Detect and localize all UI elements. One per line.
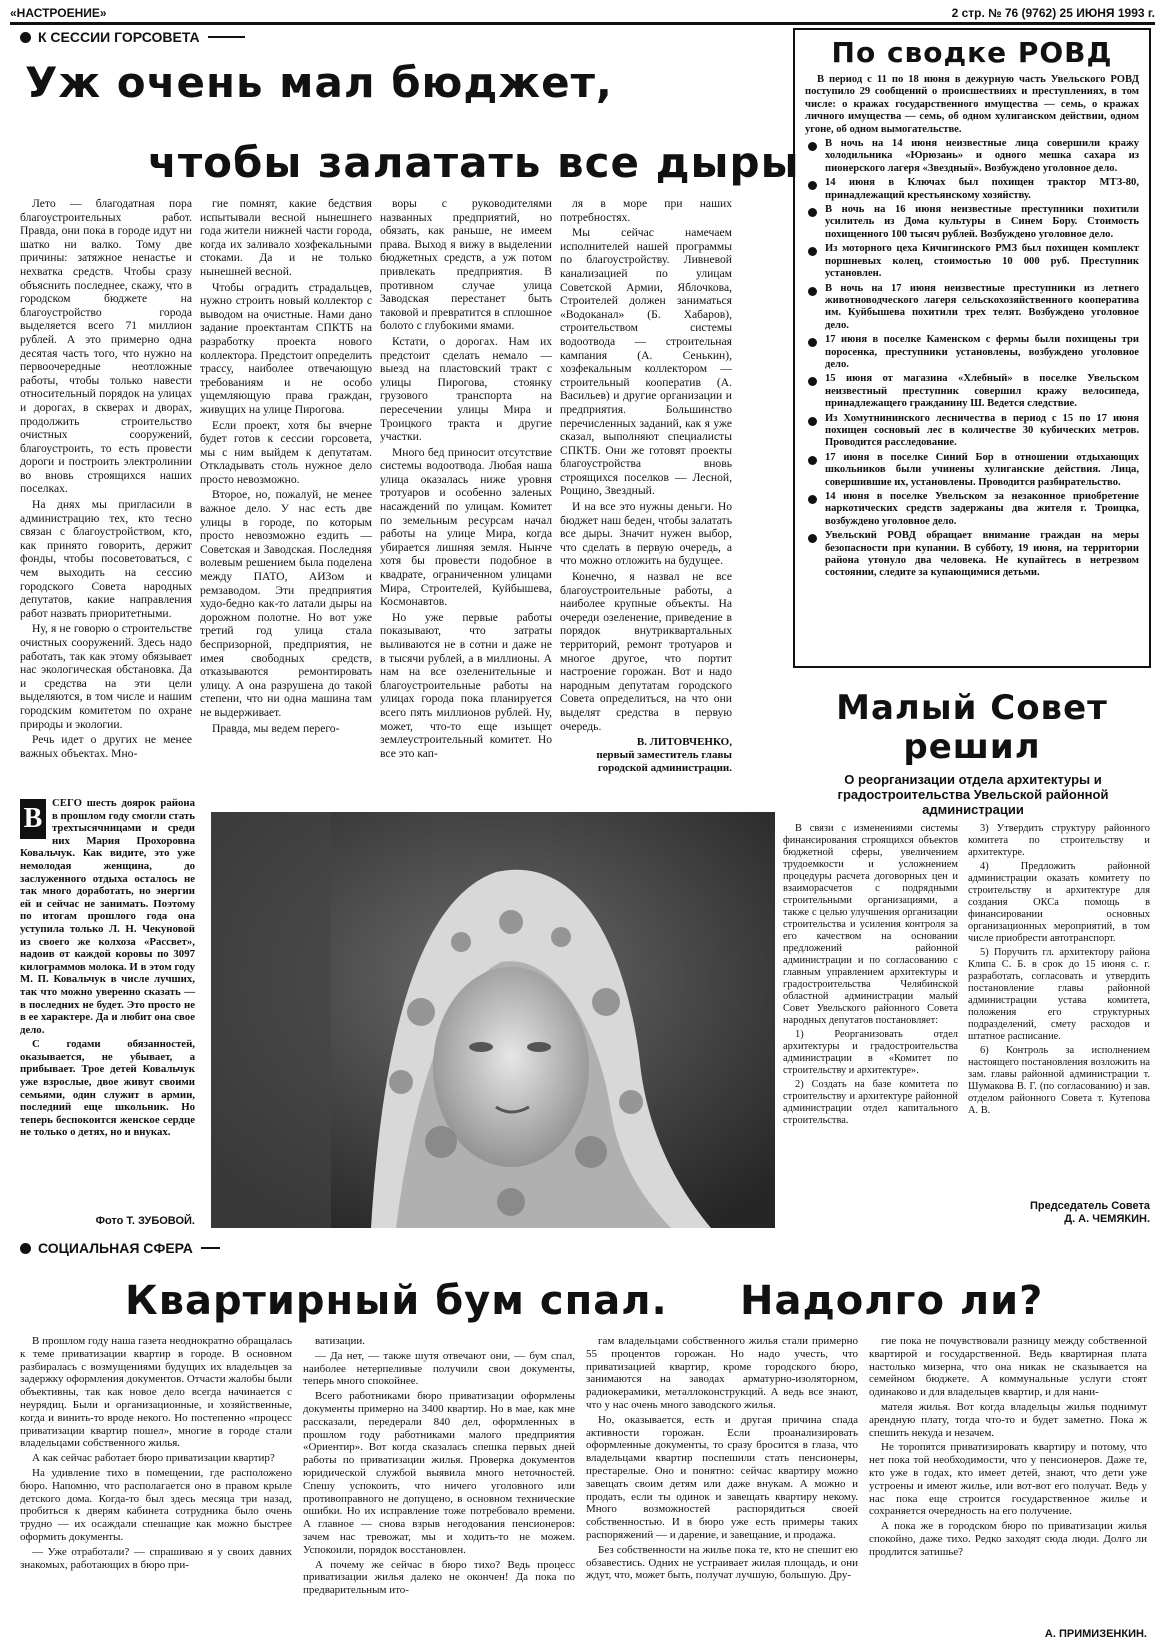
photo-story-text [20,797,195,1217]
council-subhead: О реорганизации отдела архитектуры и градостроительства Увельской районной администрации [837,772,1109,817]
article2-signature: А. ПРИМИЗЕНКИН. [1044,1628,1147,1640]
rovd-item: В ночь на 17 июня неизвестные преступники из летнего животноводческого лагеря сельскохозяйственного кооператива им. Куйбышева похитили трех телят. Возбуждено уголовное дело. [805,283,1139,333]
paragraph: И на все это нужны деньги. Но бюджет наш беден, чтобы залатать все дыры. Значит нужен выбор, что сделать в первую очередь, а что можно отложить на будущее. [560,500,732,568]
paragraph: Если проект, хотя бы вчерне будет готов к сессии горсовета, мы с ним выйдем к депутатам. Откладывать столь нужное дело просто невозможно. [200,418,372,486]
woman-in-headscarf-image [211,812,775,1228]
article2-col4 [869,1335,1147,1625]
paragraph: Не торопятся приватизировать квартиру и потому, что нет пока той необходимости, что у пенсионеров. Даже те, кто уже в годах, кто имеет детей, знают, что дети уже устроены и имеют жилье, или вот-вот его получат. Ведь у нас пока еще строится государственное жилье и сохраняется очередность на его получение. [869,1441,1147,1518]
bullet-icon [20,1243,31,1254]
paragraph: Мы сейчас намечаем исполнителей нашей программы по благоустройству. Ливневой канализацией по улицам Советской Армии, Яблочкова, Строителей должен заниматься «Водоканал» (Б. Хабаров), строительством системы водоотвода — строительная кампания (А. Сенькин), хозфекальным коллектором — строительный кооператив (А. Васильев) и другие организации и предприятия. Большинство перечисленных заданий, как я уже сказал, выполняют специалисты СПКТБ. Они же готовят проекты благоустройства вновь строящихся поселков — Лесной, Рощино, Звездный. [560,226,732,498]
rovd-box [793,28,1151,668]
rovd-item: Из Хомутнининского лесничества в период с 15 по 17 июня похищен сосновый лес в количестве 30 кубических метров. Проводится расследование. [805,413,1139,450]
article1-col4 [560,197,732,775]
newspaper-name: «НАСТРОЕНИЕ» [10,6,107,20]
council-signature [968,1200,1150,1226]
council-headline-line1: Малый Совет [836,688,1108,728]
paragraph: 3) Утвердить структуру районного комитета по строительству и архитектуре. [968,823,1150,858]
bullet-icon [20,32,31,43]
paragraph: Лето — благодатная пора благоустроительных работ. Правда, они пока в городе идут ни шатко ни валко. Тому две причины: затяжное ненастье и нехватка средств. Чтобы сразу объяснить последнее, скажу, что в городском бюджете на благоустройство города выделяется всего 71 миллион рублей. А это примерно одна десятая часть того, что нужно на первоочередные неотложные работы, чтобы только навести относительный порядок на улицах и дорогах, в скверах и дворах, продолжить строительство очистных сооружений, благоустроить, то есть провести дороги и построить электролинии во вновь строящихся наших поселках. [20,197,192,496]
article1-headline-line1: Уж очень мал бюджет, [25,58,613,107]
article2-headline-part1: Квартирный бум спал. [125,1278,668,1324]
article2-col3 [586,1335,858,1640]
rubric-session [20,29,245,45]
signer-title: Председатель Совета [1030,1200,1150,1212]
rovd-item: В ночь на 14 июня неизвестные лица совершили кражу холодильника «Юрюзань» и одного мешка сахара из пионерского лагеря «Звездный». Возбуждено уголовное дело. [805,138,1139,175]
paragraph: 2) Создать на базе комитета по строительству и архитектуре районной администрации отдел капитального строительства. [783,1079,958,1126]
rubric-rule [208,36,245,38]
paragraph: Второе, но, пожалуй, не менее важное дело. У нас есть две улицы в городе, по которым просто невозможно ездить — Советская и Заводская. Последняя волевым решением была поделена между ПАТО, АИЗом и ремзаводом. Эти предприятия худо-бедно как-то латали дыры на дорожном полотне. Но вот уже третий год улица стала беспризорной, предприятия, не имея свободных средств, отказываются ремонтировать улицу. А она разрушена до такой степени, что ни одна машина там не выдерживает. [200,488,372,719]
article1-col2 [200,197,372,742]
paragraph: А почему же сейчас в бюро тихо? Ведь процесс приватизации жилья далеко не окончен! Да пока по предварительным ито- [303,1558,575,1597]
paragraph: ля в море при наших потребностях. [560,197,732,224]
rovd-item: 14 июня в поселке Увельском за незаконное приобретение наркотических средств задержаны два жителя г. Троицка, возбуждено уголовное дело. [805,491,1139,528]
article2-headline-part2: Надолго ли? [740,1278,1044,1324]
rovd-intro: В период с 11 по 18 июня в дежурную часть Увельского РОВД поступило 29 сообщений о происшествиях и преступлениях, в том числе: о кражах государственного имущества — семь, о кражах личного имущества — семь, об одном хулиганском действии, одном угоне, об одном вымогательстве. [805,74,1139,135]
paragraph: Чтобы оградить страдальцев, нужно строить новый коллектор с выводом на очистные. Нами дано задание проектантам СПКТБ на разработку проекта нового коллектора. Предстоит определить трассу, наиболее отвечающую требованиям и не особо ущемляющую права граждан, живущих на улице Пирогова. [200,280,372,416]
article1-headline-line2: чтобы залатать все дыры [148,138,800,187]
rovd-item: Из моторного цеха Кичигинского РМЗ был похищен комплект поршневых колец, стоимостью 10 000 руб. Преступник установлен. [805,243,1139,280]
rovd-body [805,74,1139,580]
rovd-item: Увельский РОВД обращает внимание граждан на меры безопасности при купании. В субботу, 19 июня, на территории района утонуло два человека. Не купайтесь в нетрезвом состоянии, следите за купающимися детьми. [805,530,1139,580]
paragraph: Но, оказывается, есть и другая причина спада активности горожан. Если проанализировать оформленные документы, то сразу бросится в глаза, что владельцами квартир поспешили стать пенсионеры, престарелые. Оно и понятно: сейчас квартиру можно завещать своим детям или даже внукам. А можно и продать, если ты одинок и завещать квартиру некому. Много возможностей распорядиться своей собственностью. И в бюро уже есть примеры таких распоряжений — и дарение, и завещание, и продажа. [586,1413,858,1541]
article2-col1 [20,1335,292,1640]
paragraph: — Да нет, — также шутя отвечают они, — бум спал, наиболее нетерпеливые получили свои документы, теперь много спокойнее. [303,1349,575,1388]
article1-col3 [380,197,552,760]
paragraph: А пока же в городском бюро по приватизации жилья спокойно, даже тихо. Редко заходят сюда люди. Долго ли продлится затишье? [869,1520,1147,1558]
rubric-social [20,1240,220,1256]
paragraph: Конечно, я назвал не все благоустроительные работы, а наиболее крупные объекты. На очереди озеленение, приведение в порядок внутриквартальных территорий, ремонт тротуаров и многое другое, что портит настроение горожан. Вот и надо народным депутатам городского Совета определиться, на что они выделят средства в первую очередь. [560,570,732,733]
article2-col2 [303,1335,575,1640]
rovd-item: 17 июня в поселке Синий Бор в отношении отдыхающих школьников были учинены хулиганские действия. Лица, совершившие их, установлены. Проводится разбирательство. [805,452,1139,489]
paragraph: ватизации. [315,1335,365,1347]
paragraph: 1) Реорганизовать отдел архитектуры и градостроительства администрации в «Комитет по строительству и архитектуре». [783,1029,958,1076]
author-title: первый заместитель главы городской администрации. [596,749,732,775]
paragraph: — Уже отработали? — спрашиваю я у своих давних знакомых, работающих в бюро при- [20,1545,292,1571]
rubric-rule [201,1247,220,1249]
paragraph: В связи с изменениями системы финансирования строящихся объектов бюджетной сферы, увеличением трудоемкости и усложнением процедуры расчета договорных цен и взаиморасчетов с подрядными строительными организациями, а также с целью улучшения организации строительства и усиления контроля за его качеством на основании предложений районной администрации и по согласованию с главным управлением архитектуры и градостроительства Челябинской областной администрации малый Совет Увельского районного Совета народных депутатов постановляет: [783,823,958,1026]
paragraph: Речь идет о других не менее важных объектах. Мно- [20,733,192,760]
paragraph: гие помнят, какие бедствия испытывали весной нынешнего года жители нижней части города, когда их заливало хозфекальными стоками. Да и не только нынешней весной. [200,197,372,278]
author-name: В. ЛИТОВЧЕНКО, [636,736,732,749]
issue-info: 2 стр. № 76 (9762) 25 ИЮНЯ 1993 г. [951,6,1155,20]
paragraph: Кстати, о дорогах. Нам их предстоит сделать немало — выезд на пластовский тракт с улицы Пирогова, стоянку грузового транспорта на пересечении улицы Мира и Троицкого тракта и другие участки. [380,334,552,444]
rovd-item: 14 июня в Ключах был похищен трактор МТЗ-80, принадлежащий крестьянскому хозяйству. [805,177,1139,202]
paragraph: 4) Предложить районной администрации оказать комитету по строительству и архитектуре для создания ОКСа помощь в финансировании основных организационных мероприятий, в том числе приобрести автотранспорт. [968,861,1150,944]
paragraph: Всего работниками бюро приватизации оформлены документы примерно на 3400 квартир. Но в мае, как мне рассказали, передеpали 840 дел, оформленных в прошлом году работниками малого предприятия «Ориентир». Вот когда сказалась спешка первых дней работы по приватизации жилья. Проверка документов юридической службой выявила много неточностей. Спешу успокоить, что ничего уголовного или противоправного не допущено, в основном технические ошибки. Но их исправление тоже потребовало времени. А главное — снова взрыв негодования пенсионеров: зачем нас тревожат, мы и ходить-то не можем. Успокоили, порядок восстановлен. [303,1390,575,1556]
article1-signature [560,736,732,775]
council-col2 [968,823,1150,1183]
paragraph: А как сейчас работает бюро приватизации квартир? [32,1452,275,1465]
rovd-item: 15 июня от магазина «Хлебный» в поселке Увельском неизвестный преступник совершил кражу велосипеда, принадлежащего гражданину Ш. Ведется следствие. [805,373,1139,410]
drop-cap: В [20,799,46,839]
paragraph: Но уже первые работы показывают, что затраты выливаются не в сотни и даже не в тысячи рублей, а в миллионы. А нам на все озеленительные и благоустроительные работы на улицах города пока планируется всего пять миллионов рублей. Ну, может, что-то еще изыщет землеустроительный комитет. Но все это кап- [380,610,552,760]
portrait-photo [211,812,775,1228]
paragraph: СЕГО шесть доярок района в прошлом году смогли стать трехтысячницами и среди них Мария Прохоровна Ковальчук. Как видите, это уже немолодая женщина, до заслуженного отдыха осталось не так много доработать, но энергии ей и сейчас не занимать. Поэтому по итогам прошлого года она уступила только Л. Н. Чекуновой из своего же колхоза «Рассвет», надоив от каждой коровы по 3097 килограммов молока. И в этом году М. П. Ковальчук в числе лучших, так что можно уверенно сказать — в последних не будет. Это просто не в ее характере. Да и любит она свое дело. [20,797,195,1036]
council-headline-line2: решил [903,727,1041,767]
article1-col1 [20,197,192,760]
rovd-title: По сводке РОВД [831,36,1113,69]
rubric-label: К СЕССИИ ГОРСОВЕТА [38,29,200,45]
paragraph: В прошлом году наша газета неоднократно обращалась к теме приватизации квартир в городе. В основном разбиралась с возмущениями будущих их владельцев за задержку оформления документов. Отчасти жалобы были объективны, так как новое дело всегда начинается с неурядиц. Были и организационные, и хозяйственные, когда и винить-то вроде некого. Но постепенно «процесс приватизации квартир пошел», многие в городе стали владельцами собственного жилья. [20,1335,293,1450]
paragraph: воры с руководителями названных предприятий, но обязать, как раньше, не имеем права. Выход я вижу в выделении бюджетных средств, а уж потом привлекать предприятия. В противном случае улица Заводская перестанет быть таковой и превратится в сплошное болото с глубокими ямами. [380,197,552,333]
paragraph: На днях мы пригласили в администрацию тех, кто тесно связан с благоустройством, кто, как принято говорить, держит фонды, чтобы посоветоваться, с чем выходить на сессию городского Совета народных депутатов, какие направления работ назвать приоритетными. [20,498,192,620]
council-col1 [783,823,958,1233]
paragraph: На удивление тихо в помещении, где расположено бюро. Напомню, что располагается оно в правом крыле детского дома. Когда-то был здесь месяца три назад, пробиться к дверям кабинета сотрудника было очень трудно — их осаждали спешащие как можно быстрее оформить документы. [20,1466,292,1543]
paragraph: С годами обязанностей, оказывается, не убывает, а прибывает. Трое детей Ковальчук уже взрослые, двое живут своими семьями, один служит в армии, последний еще школьник. Но теперь беспокоится женское сердце не только о детях, но и внуках. [20,1038,195,1139]
paragraph: мателя жилья. Вот когда владельцы жилья поднимут арендную плату, тогда что-то и будет заметно. Пока ж спешить некуда и незачем. [869,1400,1147,1439]
paragraph: Ну, я не говорю о строительстве очистных сооружений. Здесь надо работать, так как этому обязывает нас экологическая обстановка. Да и средства на эти цели выделяются, в том числе и нашим городским комитетом по охране природы и экологии. [20,622,192,731]
paragraph: гие пока не почувствовали разницу между собственной квартирой и государственной. Ведь квартирная плата настолько мизерна, что она никак не сказывается на семейном бюджете. А коммунальные услуги стоят одинаково и для владельцев квартир, и для нани- [869,1335,1147,1399]
paragraph: 6) Контроль за исполнением настоящего постановления возложить на зам. главы районной администрации т. Шумакова В. Г. (по согласованию) и зав. отделом районного Совета т. Кутепова А. В. [968,1045,1150,1116]
paragraph: Правда, мы ведем перего- [212,721,340,735]
rovd-item: 17 июня в поселке Каменском с фермы были похищены три поросенка, преступники установлены, возбуждено уголовное дело. [805,334,1139,371]
rubric-label: СОЦИАЛЬНАЯ СФЕРА [38,1240,193,1256]
photo-credit: Фото Т. ЗУБОВОЙ. [95,1215,195,1227]
masthead [10,4,1155,25]
paragraph: гам владельцами собственного жилья стали примерно 55 процентов горожан. Но надо учесть, что приватизацией квартир, кроме городского бюро, занимаются на заводах арматурно-изоляторном, радиокерамики, металлоконструкций. А ведь все знают, что у нас очень много заводского жилья. [586,1335,858,1411]
paragraph: Без собственности на жилье пока те, кто не спешит ею обзавестись. Одних не устраивает жилая площадь, и они ждут, что, может быть, получат лучшую, большую. Дру- [586,1543,858,1582]
signer-name: Д. А. ЧЕМЯКИН. [1064,1213,1150,1225]
paragraph: Много бед приносит отсутствие системы водоотвода. Любая наша улица оказалась ниже уровня тротуаров и особенно заленых насаждений по улицам. Комитет по земельным ресурсам начал работы на улице Мира, когда убирается лишняя земля. Нынче хотя бы провести подобное в квадрате, ограниченном улицами Мира, Строителей, Куйбышева, Космонавтов. [380,445,552,609]
rovd-item: В ночь на 16 июня неизвестные преступники похитили усилитель из Дома культуры в Синем Бору. Стоимость похищенного 100 тысяч рублей. Возбуждено уголовное дело. [805,204,1139,241]
paragraph: 5) Поручить гл. архитектору района Клипа С. Б. в срок до 15 июня с. г. разработать, согласовать и утвердить постановление главы районной администрации устава комитета, положения его структурных подразделений, смету расходов и штатное расписание. [968,947,1150,1042]
